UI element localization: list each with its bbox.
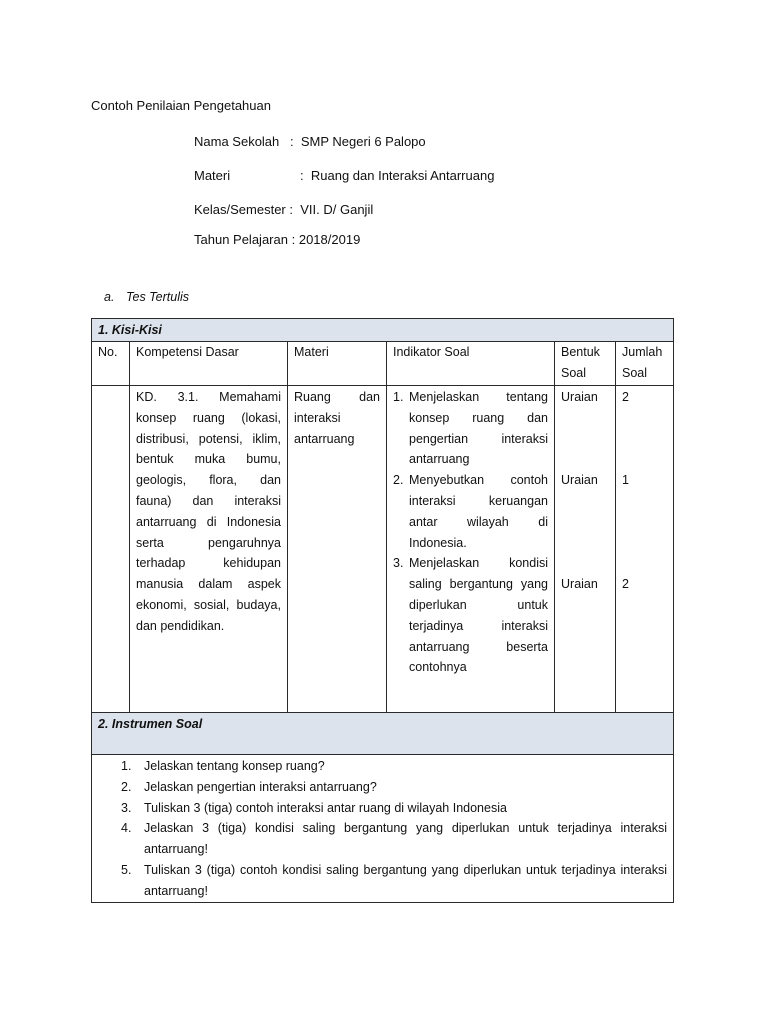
section-a-heading: [104, 290, 189, 304]
kd-text-line: KD. 3.1. Memahami: [136, 390, 281, 404]
cell-kompetensi-dasar: [130, 386, 288, 713]
instrumen-number: 5.: [121, 862, 132, 877]
instrumen-item: [92, 818, 673, 860]
instrumen-number: 2.: [121, 779, 132, 794]
cell-bentuk-soal: [555, 386, 616, 713]
indikator-text-line: Menjelaskan tentang: [409, 390, 548, 404]
instrumen-content-row: [92, 755, 674, 903]
indikator-text-line: konsep ruang dan: [409, 410, 548, 425]
col-header-kompetensi-dasar: Kompetensi Dasar: [130, 342, 288, 386]
instrumen-number: 3.: [121, 800, 132, 815]
bentuk-line-2: Soal: [561, 365, 587, 380]
info-value: VII. D/ Ganjil: [300, 202, 374, 217]
indikator-text-line: contohnya: [409, 660, 467, 675]
col-header-materi: Materi: [288, 342, 387, 386]
materi-text-line: Ruang dan: [294, 390, 380, 404]
instrumen-text-line: Jelaskan tentang konsep ruang?: [144, 759, 325, 773]
info-label: Materi: [194, 168, 231, 183]
instrumen-number: 4.: [121, 821, 132, 836]
info-kelas-semester: [194, 202, 373, 217]
info-label: Kelas/Semester: [194, 202, 286, 217]
cell-materi: [288, 386, 387, 713]
instrumen-text-line: antarruang!: [144, 842, 208, 857]
indikator-text-line: saling bergantung yang: [409, 577, 548, 592]
indikator-item: [387, 553, 548, 678]
indikator-text-line: interaksi keruangan: [409, 493, 548, 508]
indikator-text-line: pengertian interaksi: [409, 431, 548, 446]
instrumen-text-line: Tuliskan 3 (tiga) contoh interaksi antar ruang di wilayah Indonesia: [144, 800, 507, 815]
indikator-text-line: diperlukan untuk: [409, 597, 548, 612]
info-value: SMP Negeri 6 Palopo: [300, 134, 426, 149]
col-header-indikator-soal: Indikator Soal: [387, 342, 555, 386]
info-value: 2018/2019: [298, 232, 361, 247]
instrumen-text-line: antarruang!: [144, 883, 208, 898]
kd-text-line: terhadap kehidupan: [136, 556, 281, 571]
cell-jumlah-soal: [616, 386, 674, 713]
col-header-no: No.: [92, 342, 130, 386]
info-value: Ruang dan Interaksi Antarruang: [310, 168, 495, 183]
col-header-bentuk-soal: [555, 342, 616, 386]
instrumen-item: [92, 860, 673, 902]
jumlah-soal-value: 2: [622, 390, 629, 404]
indikator-text-line: Menyebutkan contoh: [409, 473, 548, 488]
jumlah-line-1: Jumlah: [622, 345, 663, 359]
jumlah-line-2: Soal: [622, 365, 648, 380]
indikator-text-line: antarruang: [409, 452, 470, 467]
indikator-text-line: terjadinya interaksi: [409, 618, 548, 633]
instrumen-text-line: Jelaskan 3 (tiga) kondisi saling bergantung yang diperlukan untuk terjadinya interaksi: [144, 821, 668, 836]
materi-text-line: interaksi: [294, 410, 341, 425]
bentuk-line-1: Bentuk: [561, 345, 600, 359]
kd-text-line: antarruang di Indonesia: [136, 514, 281, 529]
instrumen-text-line: Jelaskan pengertian interaksi antarruang?: [144, 779, 377, 794]
bentuk-soal-value: Uraian: [561, 473, 598, 488]
assessment-table: [91, 318, 674, 903]
info-nama-sekolah: [194, 134, 426, 149]
info-sep: :: [290, 134, 294, 149]
kd-text-line: serta pengaruhnya: [136, 535, 281, 550]
kd-text-line: ekonomi, sosial, budaya,: [136, 597, 281, 612]
kisi-kisi-heading: 1. Kisi-Kisi: [92, 319, 674, 342]
indikator-item: [387, 470, 548, 553]
document-title: Contoh Penilaian Pengetahuan: [91, 98, 271, 113]
section-letter: a.: [104, 290, 115, 304]
info-label: Nama Sekolah: [194, 134, 280, 149]
instrumen-list-cell: [92, 755, 674, 903]
bentuk-soal-value: Uraian: [561, 577, 598, 592]
info-sep: :: [291, 232, 296, 247]
indikator-text-line: Indonesia.: [409, 535, 467, 550]
kd-text-line: distribusi, potensi, iklim,: [136, 431, 281, 446]
kisi-header-row: [92, 342, 674, 386]
kd-text-line: fauna) dan interaksi: [136, 493, 281, 508]
info-label: Tahun Pelajaran: [194, 232, 288, 247]
instrumen-item: [92, 798, 673, 819]
jumlah-soal-value: 2: [622, 577, 629, 592]
info-sep: :: [300, 168, 304, 183]
kd-text-line: bentuk muka bumu,: [136, 452, 281, 467]
section-title: Tes Tertulis: [126, 290, 189, 304]
cell-no: [92, 386, 130, 713]
kd-text-line: geologis, flora, dan: [136, 473, 281, 488]
kisi-content-row: [92, 386, 674, 713]
instrumen-number: 1.: [121, 759, 132, 773]
kd-text-line: manusia dalam aspek: [136, 577, 281, 592]
instrumen-soal-heading: 2. Instrumen Soal: [92, 713, 674, 755]
instrumen-item: [92, 756, 673, 777]
indikator-text-line: antarruang beserta: [409, 639, 548, 654]
jumlah-soal-value: 1: [622, 473, 629, 488]
col-header-jumlah-soal: [616, 342, 674, 386]
indikator-number: 1.: [393, 390, 404, 404]
indikator-number: 2.: [393, 473, 404, 488]
info-materi: [194, 168, 494, 183]
indikator-text-line: Menjelaskan kondisi: [409, 556, 548, 571]
indikator-item: [387, 387, 548, 470]
instrumen-text-line: Tuliskan 3 (tiga) contoh kondisi saling bergantung yang diperlukan untuk terjadinya interaksi: [144, 862, 668, 877]
info-sep: :: [289, 202, 294, 217]
cell-indikator: [387, 386, 555, 713]
materi-text-line: antarruang: [294, 431, 355, 446]
indikator-text-line: antar wilayah di: [409, 514, 548, 529]
info-tahun-pelajaran: [194, 232, 360, 247]
kd-text-line: konsep ruang (lokasi,: [136, 410, 281, 425]
instrumen-item: [92, 777, 673, 798]
bentuk-soal-value: Uraian: [561, 390, 598, 404]
kd-text-line: dan pendidikan.: [136, 618, 225, 633]
indikator-number: 3.: [393, 556, 404, 571]
